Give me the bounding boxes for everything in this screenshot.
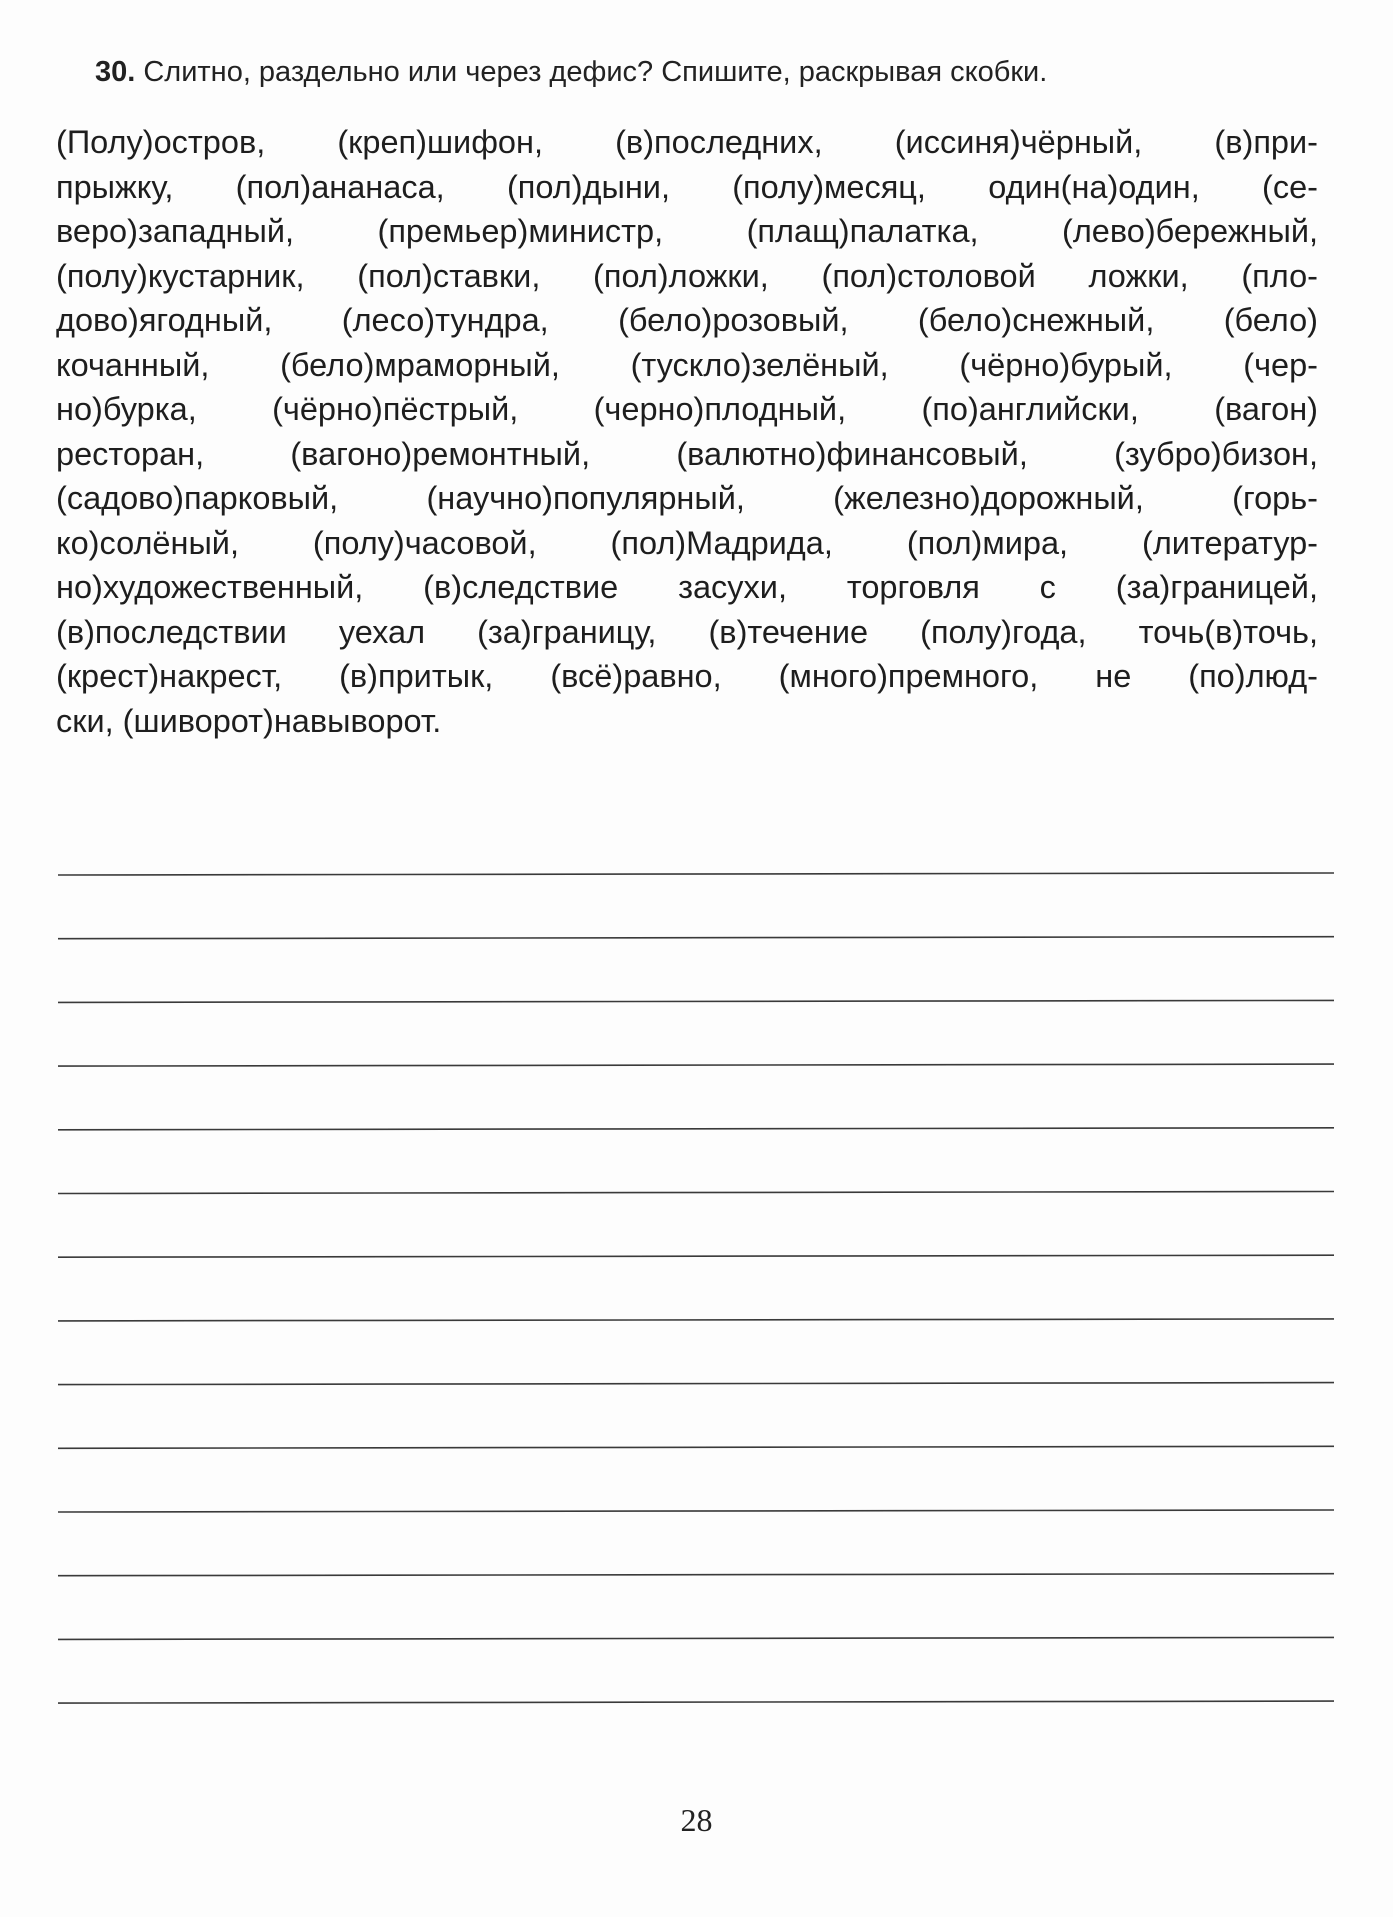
exercise-instruction: Слитно, раздельно или через дефис? Спишите, раскрывая скобки. bbox=[143, 56, 1048, 88]
exercise-text-line: (полу)кустарник, (пол)ставки, (пол)ложки, (пол)столовой ложки, (пло- bbox=[56, 257, 1318, 294]
exercise-text-line: веро)западный, (премьер)министр, (плащ)палатка, (лево)бережный, bbox=[56, 213, 1318, 249]
answer-line bbox=[58, 1255, 1334, 1257]
exercise-text-line: кочанный, (бело)мраморный, (тускло)зелёный, (чёрно)бурый, (чер- bbox=[56, 346, 1318, 383]
answer-line bbox=[58, 1510, 1334, 1512]
answer-line bbox=[58, 1446, 1334, 1448]
answer-line bbox=[58, 1701, 1334, 1703]
answer-line bbox=[58, 1064, 1334, 1066]
answer-line bbox=[58, 937, 1334, 939]
exercise-text-line: (крест)накрест, (в)притык, (всё)равно, (много)премного, не (по)люд- bbox=[56, 658, 1318, 694]
page-number: 28 bbox=[680, 1802, 713, 1838]
answer-line bbox=[58, 1319, 1334, 1321]
answer-line bbox=[58, 1383, 1334, 1385]
exercise-text-line: (Полу)остров, (креп)шифон, (в)последних, (иссиня)чёрный, (в)при- bbox=[56, 124, 1318, 160]
answer-line bbox=[58, 1637, 1334, 1639]
exercise-text-line: ски, (шиворот)навыворот. bbox=[56, 702, 442, 739]
exercise-text-line: дово)ягодный, (лесо)тундра, (бело)розовый, (бело)снежный, (бело) bbox=[56, 302, 1318, 338]
exercise-header bbox=[95, 52, 1355, 92]
answer-line bbox=[58, 873, 1334, 875]
exercise-text-line: (в)последствии уехал (за)границу, (в)течение (полу)года, точь(в)точь, bbox=[56, 613, 1318, 650]
answer-line bbox=[58, 1128, 1334, 1130]
answer-line bbox=[58, 1574, 1334, 1576]
answer-line bbox=[58, 1192, 1334, 1194]
answer-line bbox=[58, 1000, 1334, 1002]
exercise-text-line: ко)солёный, (полу)часовой, (пол)Мадрида, (пол)мира, (литератур- bbox=[56, 524, 1318, 561]
exercise-text-line: но)художественный, (в)следствие засухи, торговля с (за)границей, bbox=[56, 569, 1318, 605]
exercise-number: 30. bbox=[95, 56, 136, 88]
exercise-text bbox=[56, 120, 1318, 743]
exercise-text-line: (садово)парковый, (научно)популярный, (железно)дорожный, (горь- bbox=[56, 480, 1318, 516]
exercise-text-line: ресторан, (вагоно)ремонтный, (валютно)финансовый, (зубро)бизон, bbox=[56, 435, 1318, 472]
exercise-text-line: но)бурка, (чёрно)пёстрый, (черно)плодный, (по)английски, (вагон) bbox=[56, 391, 1318, 427]
exercise-text-line: прыжку, (пол)ананаса, (пол)дыни, (полу)месяц, один(на)один, (се- bbox=[56, 168, 1318, 205]
